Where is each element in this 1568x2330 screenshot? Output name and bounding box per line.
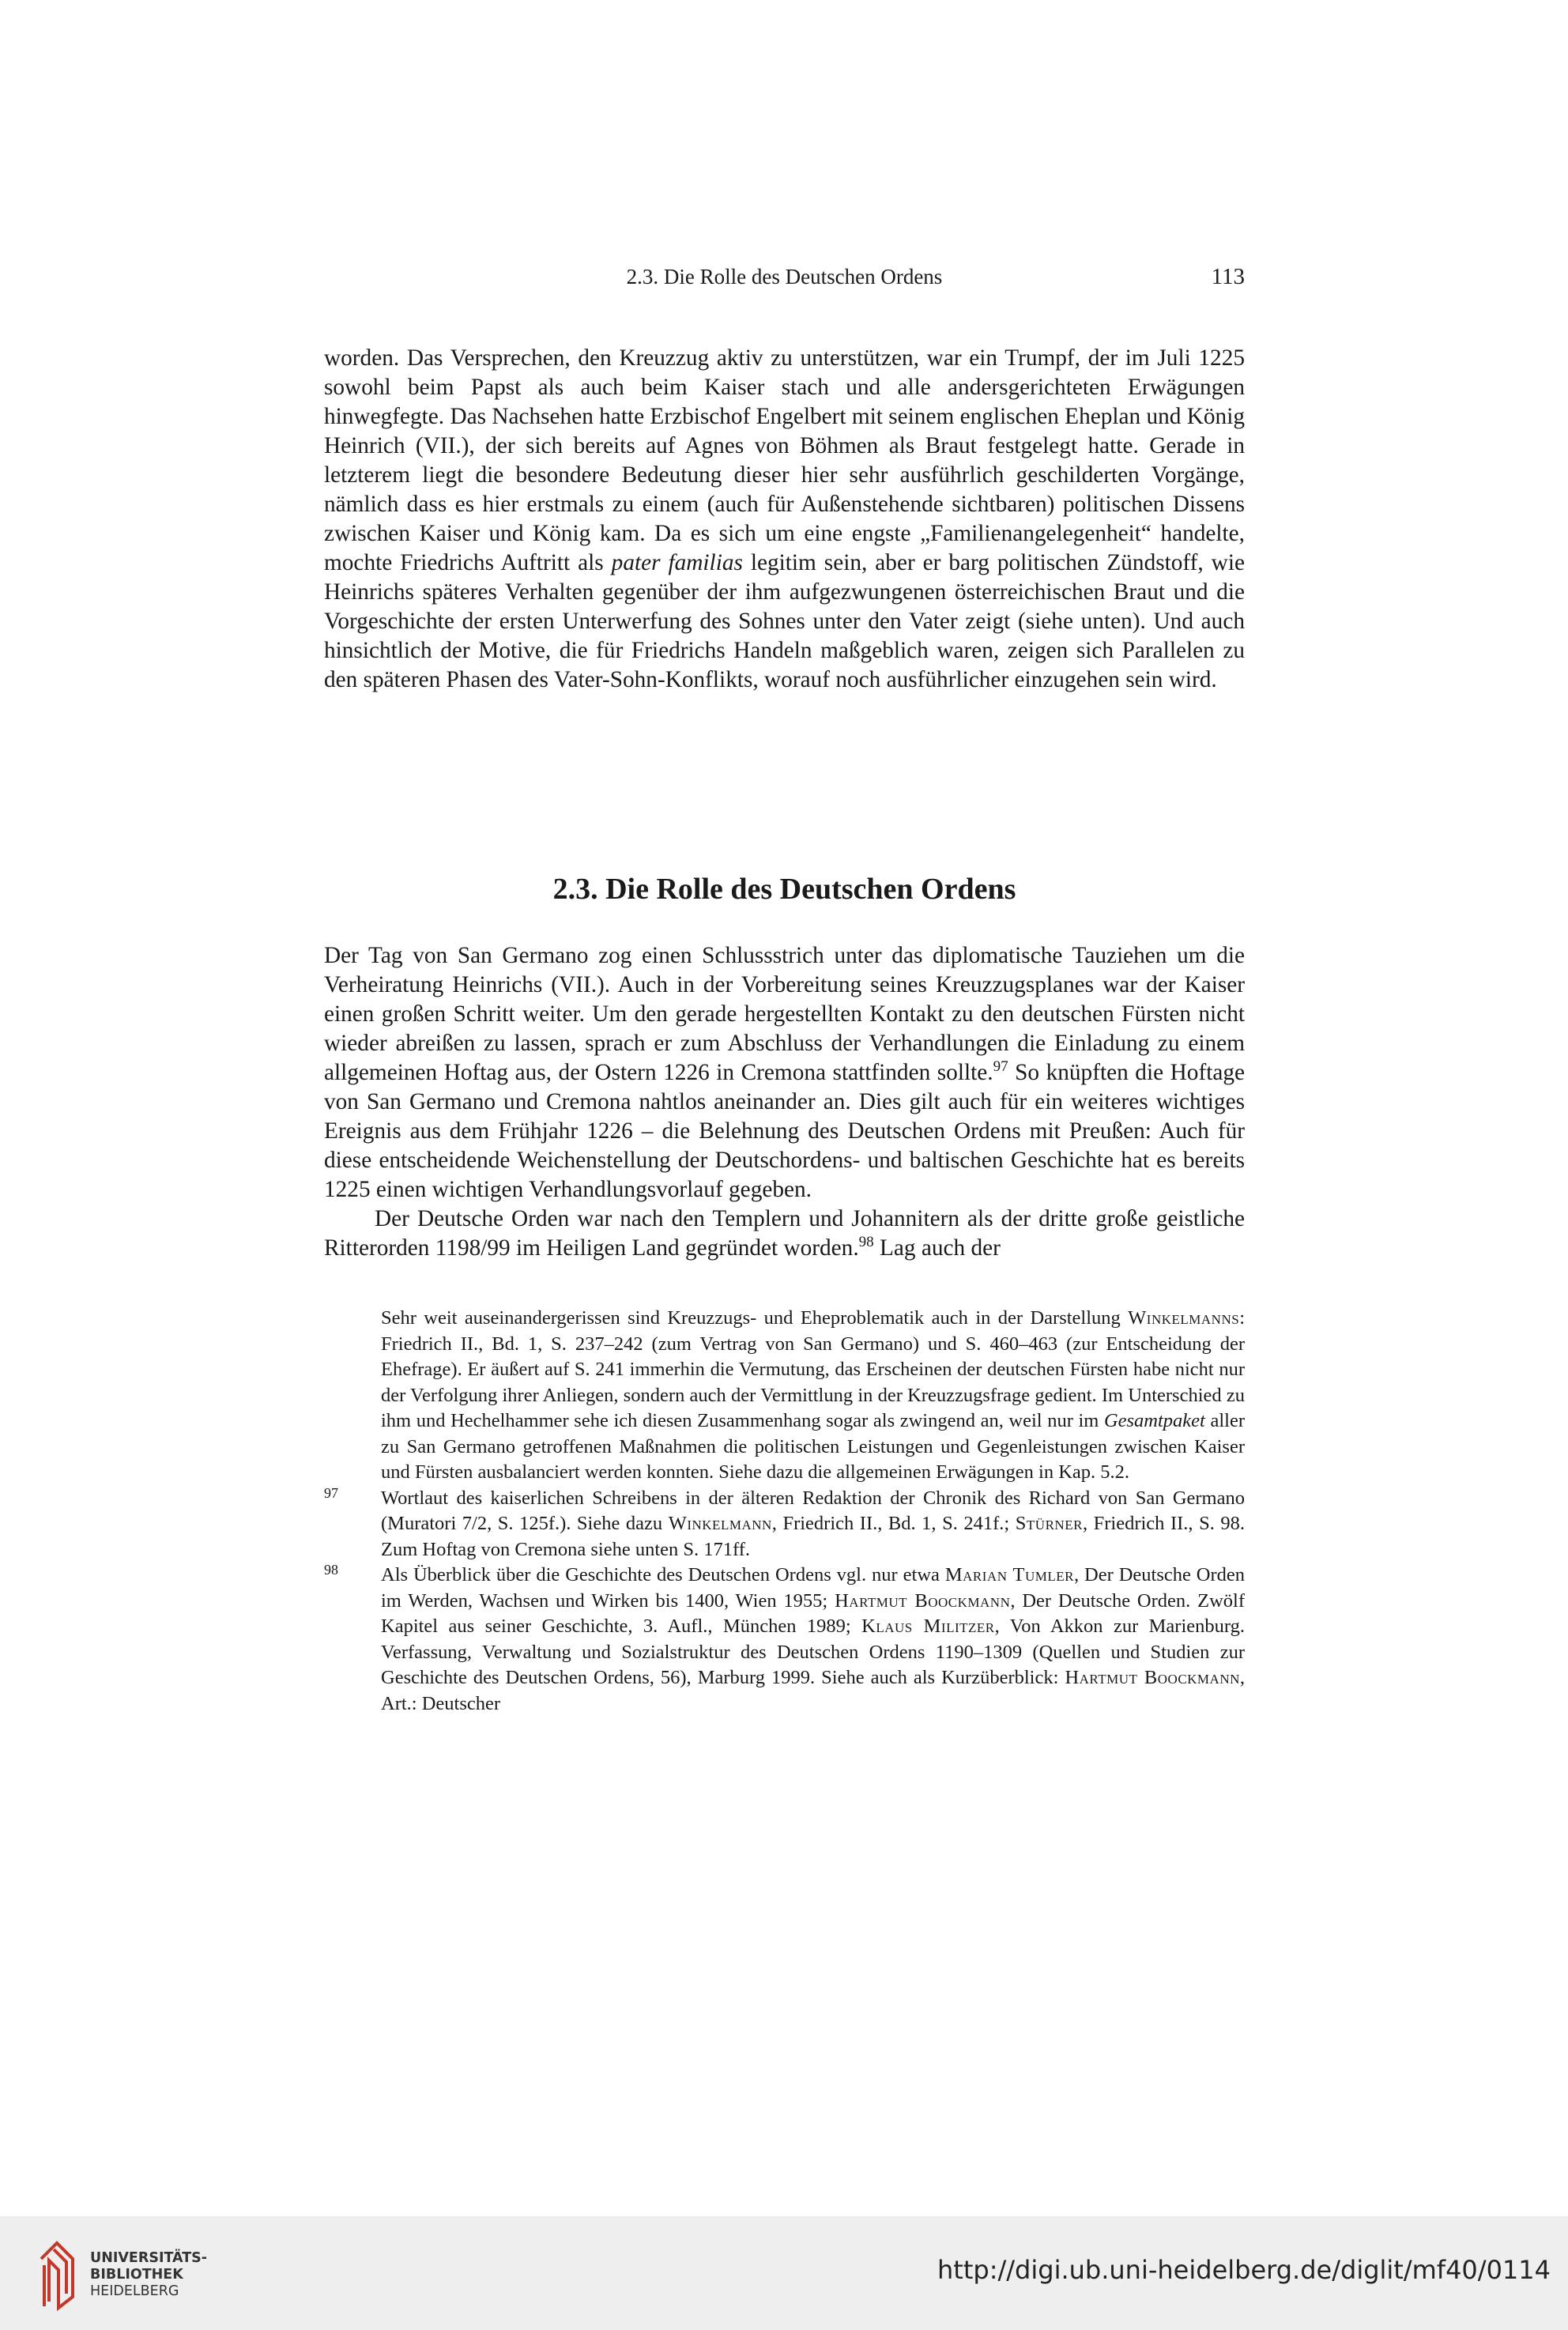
paragraph <box>324 941 1245 1205</box>
text-run: Der Tag von San Germano zog einen Schlussstrich unter das diplomatische Tauziehen um die Verheiratung Heinrichs (VII.). Auch in der Vorbereitung seines Kreuzzugsplanes war der Kaiser einen großen Schritt weiter. Um den gerade hergestellten Kontakt zu den deutschen Fürsten nicht wieder abreißen zu lassen, sprach er zum Abschluss der Verhandlungen die Einladung zu einem allgemeinen Hoftag aus, der Ostern 1226 in Cremona stattfinden sollte. <box>324 943 1245 1085</box>
footnote <box>324 1486 1245 1563</box>
text-run: Der Deutsche Orden war nach den Templern und Johannitern als der dritte große geistliche Ritterorden 1198/99 im Heiligen Land gegründet worden. <box>324 1206 1245 1261</box>
paragraph <box>324 1205 1245 1263</box>
library-logo-icon <box>38 2238 77 2311</box>
footnote-reference: 98 <box>858 1234 874 1251</box>
text-run: Sehr weit auseinandergerissen sind Kreuzzugs- und Eheproblematik auch in der Darstellung <box>381 1307 1129 1329</box>
text-run: , Von Akkon zur Marienburg. Verfassung, Verwaltung und Sozialstruktur des Deutschen Ordens 1190–1309 (Quellen und Studien zur Geschichte des Deutschen Ordens, 56), Marburg 1999. Siehe auch als Kurzüberblick: <box>381 1616 1245 1688</box>
footnote <box>324 1306 1245 1486</box>
body-text-main <box>324 941 1245 1263</box>
text-run: Als Überblick über die Geschichte des Deutschen Ordens vgl. nur etwa <box>381 1564 945 1585</box>
footnote <box>324 1563 1245 1717</box>
logo-line: BIBLIOTHEK <box>90 2267 183 2283</box>
page-number: 113 <box>1211 264 1245 289</box>
footnote-reference: 97 <box>993 1058 1008 1076</box>
source-url[interactable]: http://digi.ub.uni-heidelberg.de/diglit/mf40/0114 <box>937 2255 1551 2285</box>
footnote-number: 97 <box>324 1484 338 1501</box>
text-run: , Friedrich II., S. 98. Zum Hoftag von Cremona siehe unten S. 171ff. <box>381 1513 1245 1560</box>
text-run: aller zu San Germano getroffenen Maßnahmen die politischen Leistungen und Gegenleistungen zwischen Kaiser und Fürsten ausbalanciert werden konnten. Siehe dazu die allgemeinen Erwägungen in Kap. 5.2. <box>381 1410 1245 1483</box>
section-heading: 2.3. Die Rolle des Deutschen Ordens <box>552 872 1016 906</box>
logo-line: UNIVERSITÄTS- <box>90 2250 208 2266</box>
body-text-top <box>324 344 1245 695</box>
text-run: , Der Deutsche Orden im Werden, Wachsen und Wirken bis 1400, Wien 1955; <box>381 1564 1246 1612</box>
text-run: : Friedrich II., Bd. 1, S. 237–242 (zum Vertrag von San Germano) und S. 460–463 (zur Entscheidung der Ehefrage). Er äußert auf S. 241 immerhin die Vermutung, das Erscheinen der deutschen Fürsten habe nicht nur der Verfolgung ihrer Anliegen, sondern auch der Vermittlung in der Kreuzzugsfrage gedient. Im Unterschied zu ihm und Hechelhammer sehe ich diesen Zusammenhang sogar als zwingend an, weil nur im <box>381 1307 1245 1431</box>
italic-text: Gesamtpaket <box>1103 1410 1205 1431</box>
author-name: Marian Tumler <box>944 1564 1074 1585</box>
text-run: , Der Deutsche Orden. Zwölf Kapitel aus seiner Geschichte, 3. Aufl., München 1989; <box>381 1589 1245 1637</box>
logo-line: HEIDELBERG <box>90 2283 179 2299</box>
paragraph <box>324 344 1245 695</box>
author-name: Stürner <box>1015 1513 1083 1534</box>
author-name: Winkelmann <box>668 1513 772 1534</box>
running-head-title: 2.3. Die Rolle des Deutschen Ordens <box>626 265 943 288</box>
footnotes <box>324 1306 1245 1717</box>
text-run: , Friedrich II., Bd. 1, S. 241f.; <box>771 1513 1016 1534</box>
footer-bar <box>0 2216 1568 2330</box>
running-head <box>324 261 1245 292</box>
author-name: Winkelmanns <box>1128 1307 1240 1329</box>
author-name: Hartmut Boockmann <box>835 1589 1011 1612</box>
library-logo-text <box>90 2250 207 2300</box>
italic-text: pater familias <box>611 550 743 575</box>
text-run: Wortlaut des kaiserlichen Schreibens in der älteren Redaktion der Chronik des Richard von San Germano (Muratori 7/2, S. 125f.). Siehe dazu <box>381 1487 1245 1534</box>
text-run: , Art.: Deutscher <box>381 1667 1246 1714</box>
text-run: worden. Das Versprechen, den Kreuzzug aktiv zu unterstützen, war ein Trumpf, der im Juli 1225 sowohl beim Papst als auch beim Kaiser stach und alle andersgerichteten Erwägungen hinwegfegte. Das Nachsehen hatte Erzbischof Engelbert mit seinem englischen Eheplan und König Heinrich (VII.), der sich bereits auf Agnes von Böhmen als Braut festgelegt hatte. Gerade in letzterem liegt die besondere Bedeutung dieser hier sehr ausführlich geschilderten Vorgänge, nämlich dass es hier erstmals zu einem (auch für Außenstehende sichtbaren) politischen Dissens zwischen Kaiser und König kam. Da es sich um eine engste „Familienangelegenheit“ handelte, mochte Friedrichs Auftritt als <box>324 345 1245 575</box>
text-run: Lag auch der <box>873 1235 1001 1261</box>
author-name: Klaus Militzer <box>861 1616 995 1637</box>
footnote-number: 98 <box>324 1562 338 1578</box>
text-run: So knüpften die Hoftage von San Germano und Cremona nahtlos aneinander an. Dies gilt auch für ein weiteres wichtiges Ereignis aus dem Frühjahr 1226 – die Belehnung des Deutschen Ordens mit Preußen: Auch für diese entscheidende Weichenstellung der Deutschordens- und baltischen Geschichte hat es bereits 1225 einen wichtigen Verhandlungsvorlauf gegeben. <box>324 1060 1246 1202</box>
author-name: Hartmut Boockmann <box>1065 1667 1240 1688</box>
text-run: legitim sein, aber er barg politischen Zündstoff, wie Heinrichs späteres Verhalten gegenüber der ihm aufgezwungenen österreichischen Braut und die Vorgeschichte der ersten Unterwerfung des Sohnes unter den Vater zeigt (siehe unten). Und auch hinsichtlich der Motive, die für Friedrichs Handeln maßgeblich waren, zeigen sich Parallelen zu den späteren Phasen des Vater-Sohn-Konflikts, worauf noch ausführlicher einzugehen sein wird. <box>324 550 1245 692</box>
